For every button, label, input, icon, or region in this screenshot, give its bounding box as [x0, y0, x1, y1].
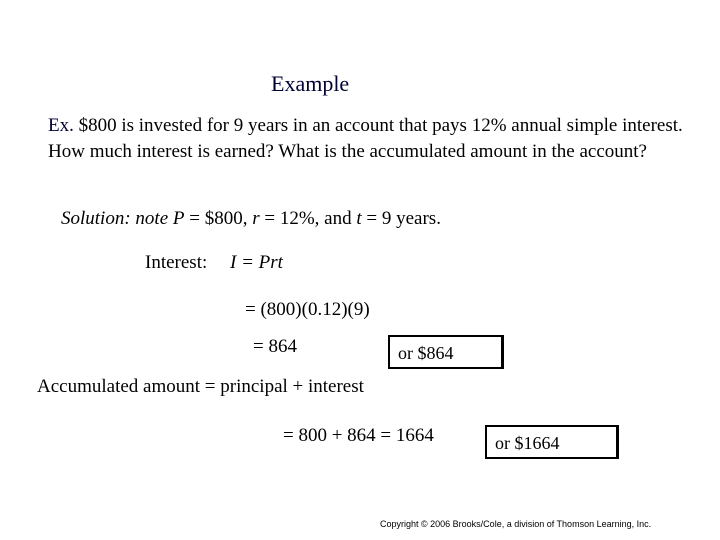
interest-formula: I = Prt — [230, 252, 283, 273]
copyright-notice: Copyright © 2006 Brooks/Cole, a division of Thomson Learning, Inc. — [380, 519, 652, 529]
interest-label: Interest: — [145, 252, 208, 273]
interest-calculation-step: = (800)(0.12)(9) — [245, 299, 370, 320]
solution-line — [61, 208, 441, 230]
accumulated-answer-box: or $1664 — [485, 425, 619, 459]
example-prefix: Ex. — [48, 115, 74, 136]
rate-value: = 12%, and — [259, 208, 357, 229]
time-value: = 9 years. — [361, 208, 441, 229]
principal-variable: P — [172, 208, 185, 229]
rate-variable: r — [252, 208, 260, 229]
problem-statement — [48, 113, 688, 165]
solution-lead: Solution: note — [61, 208, 173, 229]
principal-value: = $800, — [184, 208, 253, 229]
slide-title: Example — [271, 71, 350, 96]
interest-answer-box: or $864 — [388, 335, 504, 369]
interest-result: = 864 — [253, 336, 297, 357]
accumulated-amount-definition: Accumulated amount = principal + interest — [37, 376, 364, 397]
problem-text: $800 is invested for 9 years in an account that pays 12% annual simple interest. How much interest is earned? What is the accumulated amount in the account? — [48, 115, 683, 162]
time-variable: t — [356, 208, 362, 229]
accumulated-calculation: = 800 + 864 = 1664 — [283, 425, 434, 446]
